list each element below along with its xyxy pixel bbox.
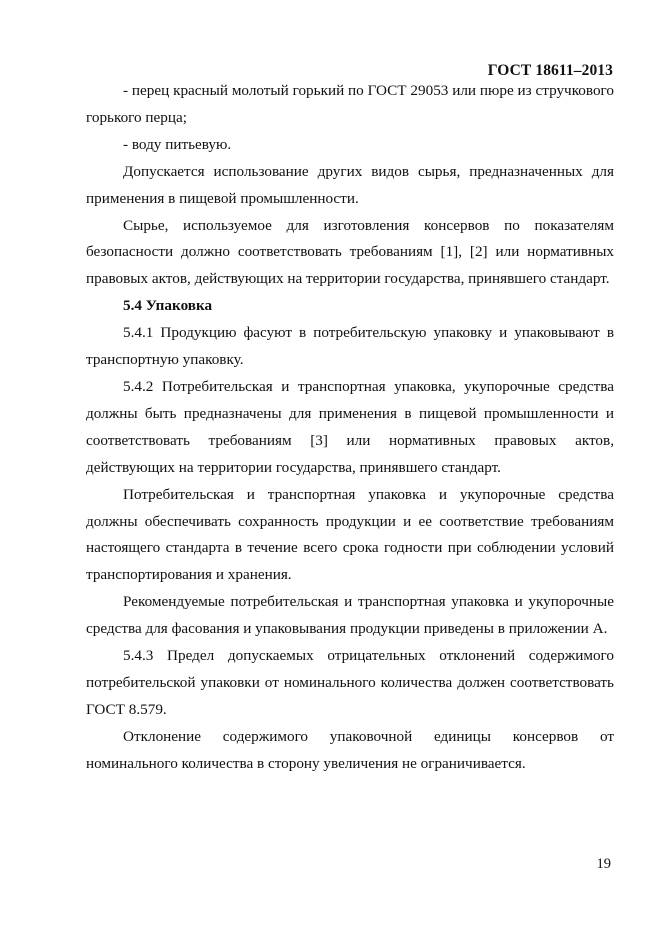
section-title: 5.4 Упаковка <box>123 297 213 315</box>
paragraph: 5.4.1 Продукцию фасуют в потребительскую упаковку и упаковывают в транспортную упаковку. <box>86 324 614 369</box>
paragraph: Отклонение содержимого упаковочной единицы консервов от номинального количества в сторону увеличения не ограничивается. <box>86 727 614 772</box>
document-body <box>86 78 614 778</box>
paragraph: 5.4.2 Потребительская и транспортная упаковка, укупорочные средства должны быть предназначены для применения в пищевой промышленности и соответствовать требованиям [3] или нормативных правовых актов, действующих на территории государства, принявшего стандарт. <box>86 377 614 476</box>
paragraph: - перец красный молотый горький по ГОСТ 29053 или пюре из стручкового горького перца; <box>86 82 614 126</box>
paragraph: Потребительская и транспортная упаковка и укупорочные средства должны обеспечивать сохранность продукции и ее соответствие требованиям настоящего стандарта в течение всего срока годности при соблюдении условий транспортирования и хранения. <box>86 485 614 584</box>
paragraph: - воду питьевую. <box>123 135 232 153</box>
paragraph: Рекомендуемые потребительская и транспортная упаковка и укупорочные средства для фасования и упаковывания продукции приведены в приложении А. <box>86 593 614 638</box>
paragraph: Допускается использование других видов сырья, предназначенных для применения в пищевой промышленности. <box>86 162 614 207</box>
paragraph: Сырье, используемое для изготовления консервов по показателям безопасности должно соответствовать требованиям [1], [2] или нормативных правовых актов, действующих на территории государства, принявшего стандарт. <box>86 216 614 288</box>
page-number: 19 <box>596 856 611 872</box>
document-header: ГОСТ 18611–2013 <box>487 62 613 79</box>
paragraph: 5.4.3 Предел допускаемых отрицательных отклонений содержимого потребительской упаковки от номинального количества должен соответствовать ГОСТ 8.579. <box>86 647 614 718</box>
